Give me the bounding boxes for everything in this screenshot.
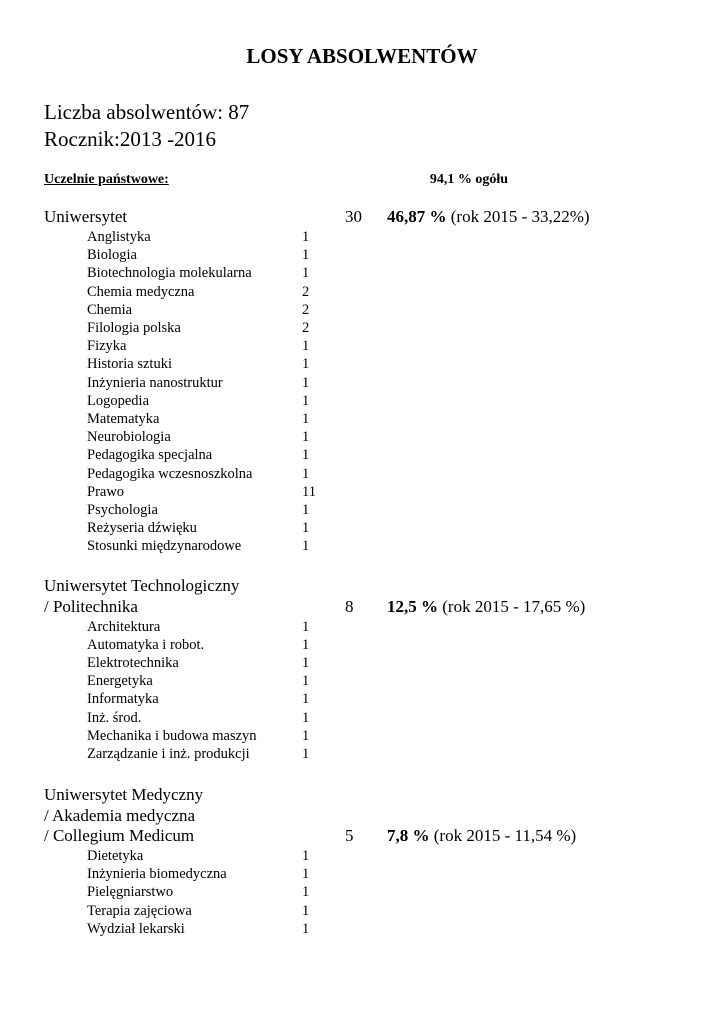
group-name-line: Uniwersytet Technologiczny [44,576,240,595]
group-percent-value: 46,87 % [387,207,447,226]
field-of-study-name: Chemia [87,301,133,318]
group-percent-note: (rok 2015 - 17,65 %) [438,596,586,616]
field-of-study-name: Energetyka [87,673,153,690]
field-of-study-count: 1 [302,447,310,464]
field-of-study-count: 1 [302,392,310,409]
field-of-study-name: Inżynieria biomedyczna [87,866,227,883]
state-universities-share: 94,1 % ogółu [429,172,508,187]
field-of-study-name: Stosunki międzynarodowe [87,538,242,555]
field-of-study-count: 1 [302,338,310,355]
field-of-study-name: Architektura [87,618,161,635]
field-of-study-count: 1 [302,745,310,762]
field-of-study-count: 1 [302,709,310,726]
state-universities-label: Uczelnie państwowe: [44,172,169,187]
field-of-study-count: 1 [302,502,310,518]
field-of-study-name: Informatyka [87,691,159,708]
field-of-study-count: 1 [302,465,310,482]
year-range: Rocznik:2013 -2016 [44,127,217,151]
group-percent-value: 7,8 % [387,826,430,845]
group-name-line: Uniwersytet Medyczny [44,785,204,804]
group-percent-value: 12,5 % [387,596,438,616]
field-of-study-count: 1 [302,884,310,901]
group-name-line: / Politechnika [44,596,138,616]
group-percentage [387,597,585,617]
field-of-study-count: 1 [302,848,310,864]
field-of-study-count: 1 [302,691,310,708]
field-of-study-count: 1 [302,920,310,937]
field-of-study-name: Reżyseria dźwięku [87,520,197,537]
field-of-study-name: Inżynieria nanostruktur [87,374,223,391]
field-of-study-name: Elektrotechnika [87,654,179,671]
field-of-study-count: 1 [302,636,310,653]
group-count: 5 [345,826,354,845]
document-title: LOSY ABSOLWENTÓW [246,44,478,68]
field-of-study-count: 1 [302,673,310,690]
field-of-study-count: 2 [302,283,310,300]
group-percent-note: (rok 2015 - 11,54 %) [429,826,577,845]
graduates-count: Liczba absolwentów: 87 [44,100,250,124]
field-of-study-name: Neurobiologia [87,429,171,446]
state-universities-heading [44,172,508,188]
field-of-study-name: Matematyka [87,411,160,427]
field-of-study-name: Pielęgniarstwo [87,884,174,901]
field-of-study-name: Dietetyka [87,848,144,864]
field-of-study-name: Logopedia [87,392,150,409]
field-of-study-count: 1 [302,229,310,245]
group-percentage [387,207,590,227]
field-of-study-name: Fizyka [87,338,127,355]
field-of-study-count: 1 [302,247,310,264]
field-of-study-count: 1 [302,902,310,919]
field-of-study-count: 11 [302,483,316,500]
field-of-study-count: 1 [302,654,310,671]
field-of-study-name: Zarządzanie i inż. produkcji [87,745,250,762]
field-of-study-name: Pedagogika specjalna [87,447,213,464]
field-of-study-name: Inż. środ. [87,709,142,726]
group-percentage [387,826,576,846]
field-of-study-count: 2 [302,320,310,336]
field-of-study-count: 1 [302,727,310,744]
group-name-line: / Collegium Medicum [44,826,195,845]
group-count: 30 [345,207,362,226]
field-of-study-count: 1 [302,618,310,635]
field-of-study-count: 2 [302,301,310,318]
group-percent-note: (rok 2015 - 33,22%) [446,207,590,226]
field-of-study-count: 1 [302,520,310,537]
field-of-study-name: Anglistyka [87,229,151,245]
group-name-line: / Akademia medyczna [44,805,196,825]
field-of-study-count: 1 [302,866,310,883]
field-of-study-name: Mechanika i budowa maszyn [87,727,257,744]
field-of-study-count: 1 [302,374,310,391]
field-of-study-name: Biologia [87,247,137,264]
field-of-study-count: 1 [302,265,310,282]
field-of-study-name: Chemia medyczna [87,283,195,300]
field-of-study-count: 1 [302,411,310,427]
field-of-study-name: Automatyka i robot. [87,636,205,653]
field-of-study-name: Prawo [87,483,125,500]
field-of-study-name: Filologia polska [87,320,181,336]
field-of-study-name: Psychologia [87,502,158,518]
field-of-study-name: Pedagogika wczesnoszkolna [87,465,253,482]
field-of-study-count: 1 [302,356,310,373]
field-of-study-name: Wydział lekarski [87,920,185,937]
field-of-study-name: Biotechnologia molekularna [87,265,252,282]
field-of-study-count: 1 [302,538,310,555]
field-of-study-name: Terapia zajęciowa [87,902,192,919]
field-of-study-count: 1 [302,429,310,446]
field-of-study-name: Historia sztuki [87,356,172,373]
group-name-line: Uniwersytet [44,207,128,226]
group-count: 8 [345,596,354,616]
